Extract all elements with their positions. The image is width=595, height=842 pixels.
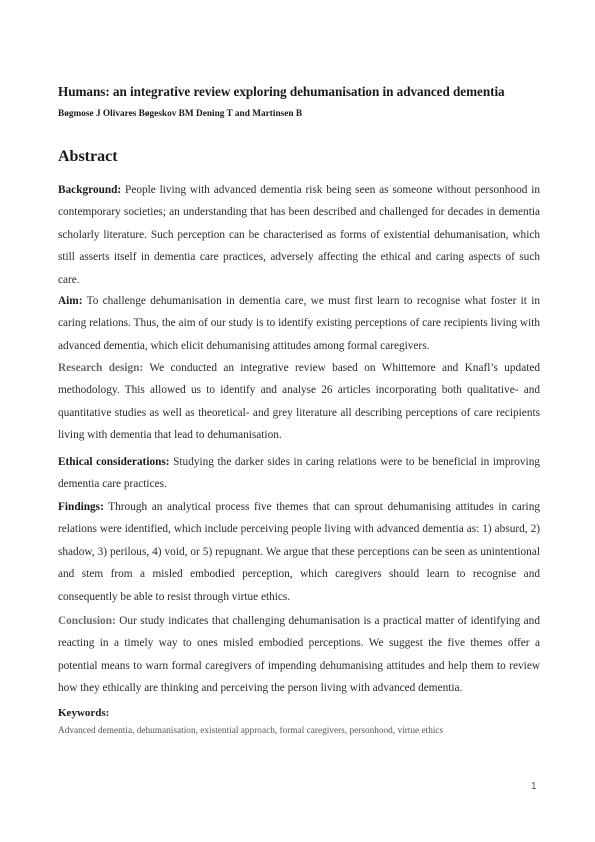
abstract-conclusion bbox=[58, 610, 540, 700]
abstract-heading: Abstract bbox=[58, 148, 118, 165]
section-text-background: People living with advanced dementia risk being seen as someone without personhood in contemporary societies; an understanding that has been described and challenged for decades in dementia scholarly literature. Such perception can be characterised as forms of existential dehumanisation, which still asserts itself in dementia care practices, adversely affecting the ethical and caring aspects of such care. bbox=[58, 184, 540, 286]
section-label-conclusion: Conclusion: bbox=[58, 615, 116, 627]
section-label-findings: Findings: bbox=[58, 501, 104, 513]
keywords-heading: Keywords: bbox=[58, 707, 110, 719]
abstract-findings bbox=[58, 496, 540, 608]
section-label-aim: Aim: bbox=[58, 295, 83, 307]
abstract-research-design bbox=[58, 357, 540, 447]
abstract-ethical-considerations bbox=[58, 451, 540, 496]
section-text-aim: To challenge dehumanisation in dementia care, we must first learn to recognise what foster it in caring relations. Thus, the aim of our study is to identify existing perceptions of care recipients living with advanced dementia, which elicit dehumanising attitudes among formal caregivers. bbox=[58, 295, 540, 352]
abstract-background bbox=[58, 179, 540, 291]
paper-title: Humans: an integrative review exploring dehumanisation in advanced dementia bbox=[58, 84, 505, 99]
page-number: 1 bbox=[531, 781, 537, 792]
keywords-list: Advanced dementia, dehumanisation, existential approach, formal caregivers, personhood, virtue ethics bbox=[58, 726, 444, 736]
section-label-ethical-considerations: Ethical considerations: bbox=[58, 456, 170, 468]
section-text-findings: Through an analytical process five themes that can sprout dehumanising attitudes in caring relations were identified, which include perceiving people living with advanced dementia as: 1) absurd, 2) shadow, 3) perilous, 4) void, or 5) repugnant. We argue that these perceptions can be seen as unintentional and stem from a misled embodied perception, which caregivers should learn to recognise and consequently be able to resist through virtue ethics. bbox=[58, 501, 540, 603]
section-label-background: Background: bbox=[58, 184, 122, 196]
section-text-research-design: We conducted an integrative review based on Whittemore and Knafl’s updated methodology. This allowed us to identify and analyse 26 articles incorporating both qualitative- and quantitative studies as well as theoretical- and grey literature all describing perceptions of care recipients living with dementia that lead to dehumanisation. bbox=[58, 362, 541, 442]
abstract-aim bbox=[58, 290, 540, 357]
author-list: Bøgmose J Olivares Bøgeskov BM Dening T and Martinsen B bbox=[58, 109, 303, 119]
section-text-conclusion: Our study indicates that challenging dehumanisation is a practical matter of identifying and reacting in a timely way to ones misled embodied perceptions. We suggest the five themes offer a potential means to warn formal caregivers of impending dehumanising attitudes and help them to review how they ethically are thinking and perceiving the person living with advanced dementia. bbox=[58, 615, 540, 695]
section-text-ethical-considerations: Studying the darker sides in caring relations were to be beneficial in improving dementia care practices. bbox=[58, 456, 540, 491]
section-label-research-design: Research design: bbox=[58, 362, 144, 374]
